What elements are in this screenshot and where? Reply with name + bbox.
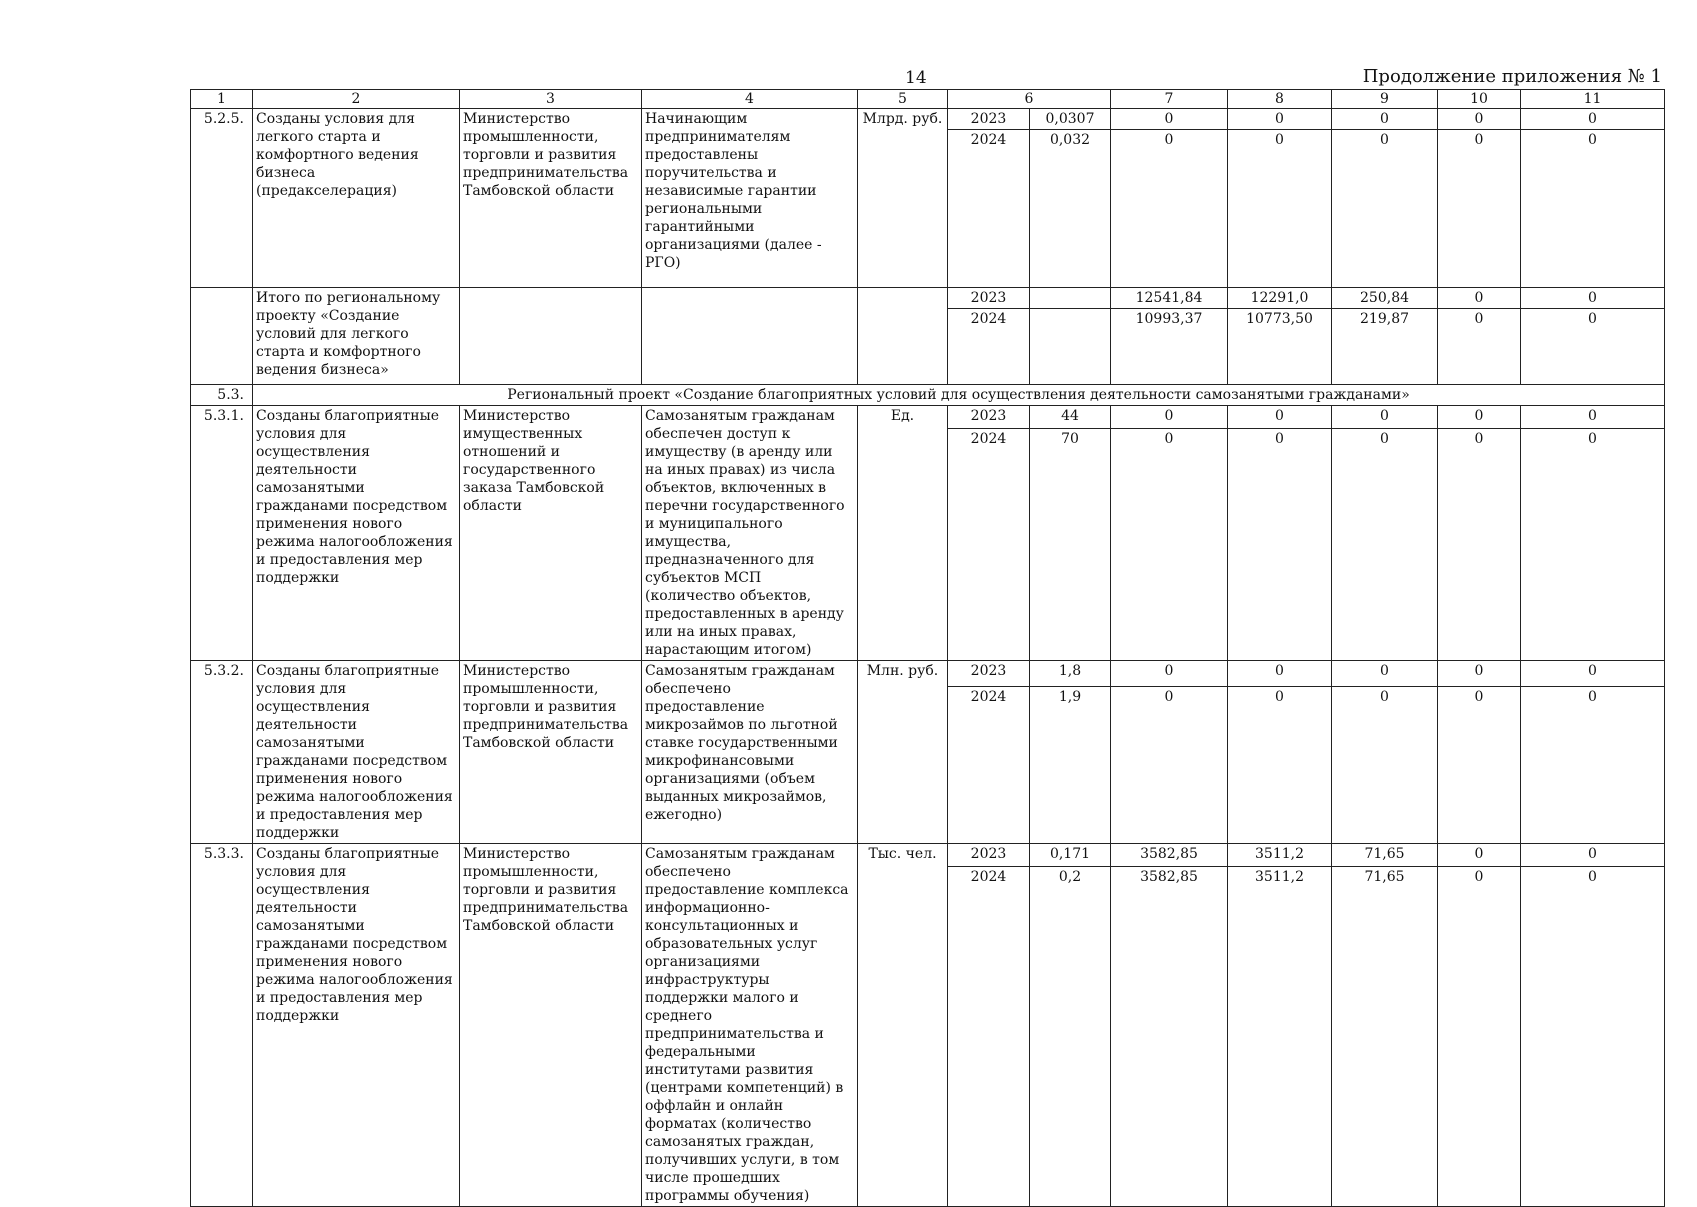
unit-cell: Млн. руб. bbox=[858, 661, 948, 844]
indicator-cell: Начинающим предпринимателям предоставлены поручительства и независимые гарантии региональными гарантийными организациями (далее - РГО) bbox=[642, 109, 858, 288]
row-number bbox=[191, 288, 253, 385]
indicator-cell: Самозанятым гражданам обеспечено предоставление микрозаймов по льготной ставке государственными микрофинансовыми организациями (объем выданных микрозаймов, ежегодно) bbox=[642, 661, 858, 844]
cell-8: 0 bbox=[1228, 130, 1332, 288]
column-header: 1 bbox=[191, 90, 253, 109]
responsible-cell bbox=[460, 288, 642, 385]
responsible-cell: Министерство промышленности, торговли и развития предпринимательства Тамбовской области bbox=[460, 109, 642, 288]
cell-7: 0 bbox=[1111, 429, 1228, 661]
cell-11: 0 bbox=[1521, 406, 1665, 429]
cell-11: 0 bbox=[1521, 661, 1665, 687]
column-number-row bbox=[191, 90, 1665, 109]
cell-7: 0 bbox=[1111, 406, 1228, 429]
cell-7: 10993,37 bbox=[1111, 309, 1228, 385]
cell-7: 3582,85 bbox=[1111, 844, 1228, 867]
cell-9: 0 bbox=[1332, 406, 1438, 429]
value-cell bbox=[1030, 288, 1111, 309]
cell-11: 0 bbox=[1521, 309, 1665, 385]
row-number: 5.3. bbox=[191, 385, 253, 406]
cell-10: 0 bbox=[1438, 309, 1521, 385]
value-cell: 0,171 bbox=[1030, 844, 1111, 867]
cell-8: 3511,2 bbox=[1228, 866, 1332, 1206]
value-cell: 70 bbox=[1030, 429, 1111, 661]
cell-7: 0 bbox=[1111, 661, 1228, 687]
cell-9: 71,65 bbox=[1332, 844, 1438, 867]
project-title: Региональный проект «Создание благоприятных условий для осуществления деятельности самозанятыми гражданами» bbox=[253, 385, 1665, 406]
year-cell: 2024 bbox=[948, 309, 1030, 385]
indicator-cell: Самозанятым гражданам обеспечен доступ к имуществу (в аренду или на иных правах) из числа объектов, включенных в перечни государственного и муниципального имущества, предназначенного для субъектов МСП (количество объектов, предоставленных в аренду или на иных правах, нарастающим итогом) bbox=[642, 406, 858, 661]
cell-10: 0 bbox=[1438, 866, 1521, 1206]
table-row bbox=[191, 844, 1665, 867]
cell-10: 0 bbox=[1438, 686, 1521, 843]
total-label: Итого по региональному проекту «Создание условий для легкого старта и комфортного ведения бизнеса» bbox=[253, 288, 460, 385]
column-header: 6 bbox=[948, 90, 1111, 109]
cell-7: 3582,85 bbox=[1111, 866, 1228, 1206]
cell-9: 0 bbox=[1332, 109, 1438, 130]
cell-11: 0 bbox=[1521, 288, 1665, 309]
result-cell: Созданы благоприятные условия для осуществления деятельности самозанятыми гражданами посредством применения нового режима налогообложения и предоставления мер поддержки bbox=[253, 661, 460, 844]
cell-8: 0 bbox=[1228, 109, 1332, 130]
program-table bbox=[190, 89, 1665, 1207]
cell-9: 71,65 bbox=[1332, 866, 1438, 1206]
value-cell: 0,0307 bbox=[1030, 109, 1111, 130]
responsible-cell: Министерство промышленности, торговли и развития предпринимательства Тамбовской области bbox=[460, 661, 642, 844]
cell-11: 0 bbox=[1521, 429, 1665, 661]
year-cell: 2024 bbox=[948, 686, 1030, 843]
cell-10: 0 bbox=[1438, 661, 1521, 687]
table-row bbox=[191, 109, 1665, 130]
column-header: 10 bbox=[1438, 90, 1521, 109]
result-cell: Созданы благоприятные условия для осуществления деятельности самозанятыми гражданами посредством применения нового режима налогообложения и предоставления мер поддержки bbox=[253, 844, 460, 1207]
page-number: 14 bbox=[905, 68, 927, 88]
year-cell: 2023 bbox=[948, 109, 1030, 130]
cell-7: 0 bbox=[1111, 109, 1228, 130]
table-row bbox=[191, 406, 1665, 429]
column-header: 5 bbox=[858, 90, 948, 109]
unit-cell bbox=[858, 288, 948, 385]
cell-7: 0 bbox=[1111, 130, 1228, 288]
section-row bbox=[191, 385, 1665, 406]
result-cell: Созданы условия для легкого старта и комфортного ведения бизнеса (предакселерация) bbox=[253, 109, 460, 288]
cell-7: 0 bbox=[1111, 686, 1228, 843]
cell-10: 0 bbox=[1438, 130, 1521, 288]
column-header: 8 bbox=[1228, 90, 1332, 109]
row-number: 5.3.1. bbox=[191, 406, 253, 661]
cell-11: 0 bbox=[1521, 844, 1665, 867]
unit-cell: Ед. bbox=[858, 406, 948, 661]
cell-8: 10773,50 bbox=[1228, 309, 1332, 385]
value-cell: 0,032 bbox=[1030, 130, 1111, 288]
row-number: 5.2.5. bbox=[191, 109, 253, 288]
table-row bbox=[191, 288, 1665, 309]
column-header: 2 bbox=[253, 90, 460, 109]
cell-10: 0 bbox=[1438, 844, 1521, 867]
column-header: 7 bbox=[1111, 90, 1228, 109]
cell-8: 12291,0 bbox=[1228, 288, 1332, 309]
cell-7: 12541,84 bbox=[1111, 288, 1228, 309]
value-cell: 1,8 bbox=[1030, 661, 1111, 687]
year-cell: 2023 bbox=[948, 844, 1030, 867]
cell-11: 0 bbox=[1521, 866, 1665, 1206]
responsible-cell: Министерство промышленности, торговли и развития предпринимательства Тамбовской области bbox=[460, 844, 642, 1207]
column-header: 4 bbox=[642, 90, 858, 109]
result-cell: Созданы благоприятные условия для осуществления деятельности самозанятыми гражданами посредством применения нового режима налогообложения и предоставления мер поддержки bbox=[253, 406, 460, 661]
year-cell: 2023 bbox=[948, 661, 1030, 687]
cell-9: 250,84 bbox=[1332, 288, 1438, 309]
cell-8: 0 bbox=[1228, 661, 1332, 687]
year-cell: 2024 bbox=[948, 429, 1030, 661]
cell-11: 0 bbox=[1521, 130, 1665, 288]
indicator-cell bbox=[642, 288, 858, 385]
cell-11: 0 bbox=[1521, 109, 1665, 130]
value-cell: 44 bbox=[1030, 406, 1111, 429]
cell-11: 0 bbox=[1521, 686, 1665, 843]
year-cell: 2023 bbox=[948, 288, 1030, 309]
unit-cell: Млрд. руб. bbox=[858, 109, 948, 288]
cell-8: 3511,2 bbox=[1228, 844, 1332, 867]
continuation-note: Продолжение приложения № 1 bbox=[1362, 66, 1662, 87]
responsible-cell: Министерство имущественных отношений и государственного заказа Тамбовской области bbox=[460, 406, 642, 661]
row-number: 5.3.3. bbox=[191, 844, 253, 1207]
value-cell: 0,2 bbox=[1030, 866, 1111, 1206]
cell-8: 0 bbox=[1228, 686, 1332, 843]
cell-9: 219,87 bbox=[1332, 309, 1438, 385]
cell-8: 0 bbox=[1228, 406, 1332, 429]
cell-9: 0 bbox=[1332, 686, 1438, 843]
indicator-cell: Самозанятым гражданам обеспечено предоставление комплекса информационно-консультационных и образовательных услуг организациями инфраструктуры поддержки малого и среднего предпринимательства и федеральными институтами развития (центрами компетенций) в оффлайн и онлайн форматах (количество самозанятых граждан, получивших услуги, в том числе прошедших программы обучения) bbox=[642, 844, 858, 1207]
cell-8: 0 bbox=[1228, 429, 1332, 661]
year-cell: 2023 bbox=[948, 406, 1030, 429]
table-row bbox=[191, 661, 1665, 687]
cell-9: 0 bbox=[1332, 661, 1438, 687]
cell-9: 0 bbox=[1332, 429, 1438, 661]
column-header: 9 bbox=[1332, 90, 1438, 109]
value-cell bbox=[1030, 309, 1111, 385]
cell-9: 0 bbox=[1332, 130, 1438, 288]
year-cell: 2024 bbox=[948, 866, 1030, 1206]
cell-10: 0 bbox=[1438, 288, 1521, 309]
unit-cell: Тыс. чел. bbox=[858, 844, 948, 1207]
row-number: 5.3.2. bbox=[191, 661, 253, 844]
cell-10: 0 bbox=[1438, 406, 1521, 429]
cell-10: 0 bbox=[1438, 109, 1521, 130]
cell-10: 0 bbox=[1438, 429, 1521, 661]
column-header: 3 bbox=[460, 90, 642, 109]
value-cell: 1,9 bbox=[1030, 686, 1111, 843]
column-header: 11 bbox=[1521, 90, 1665, 109]
year-cell: 2024 bbox=[948, 130, 1030, 288]
